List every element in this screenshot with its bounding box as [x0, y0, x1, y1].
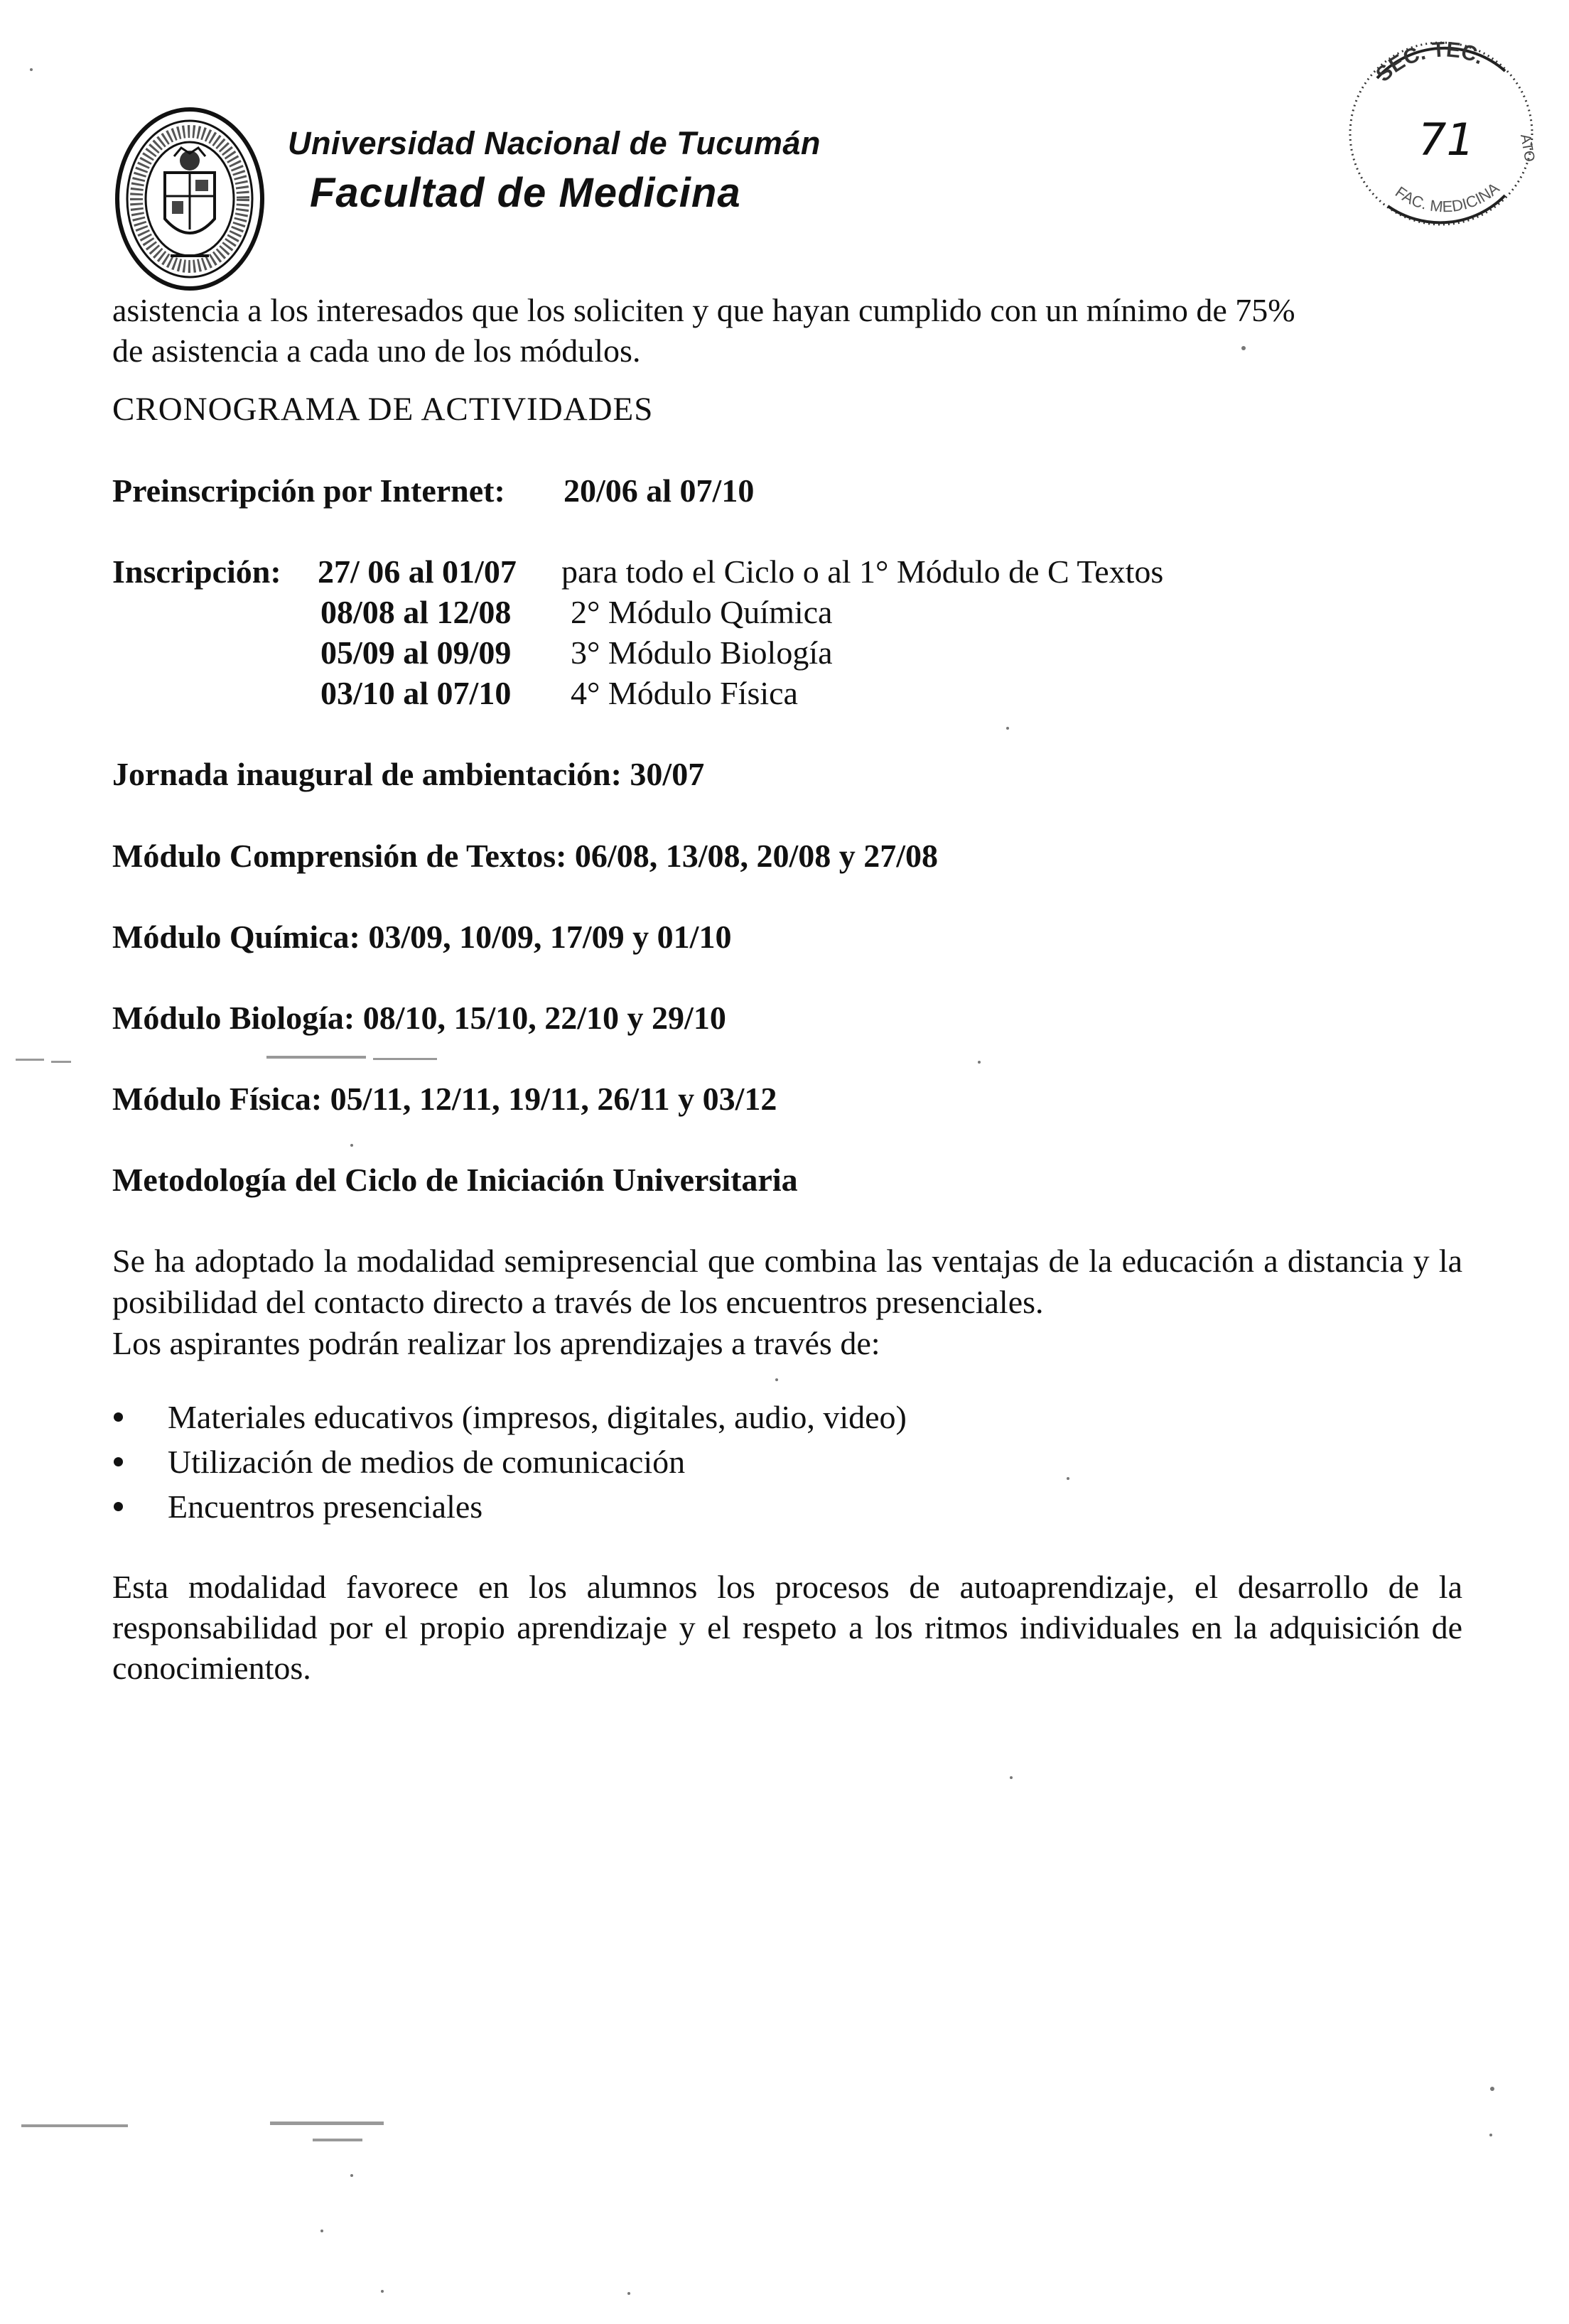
stamp-handwritten-number: 71: [1418, 114, 1474, 166]
bullet-list: [112, 1395, 907, 1529]
modulo-quimica: Módulo Química: 03/09, 10/09, 17/09 y 01/10: [112, 919, 732, 955]
preinscripcion-dates: 20/06 al 07/10: [564, 472, 755, 509]
intro-line-2: de asistencia a cada uno de los módulos.: [112, 333, 641, 369]
intro-line-1: asistencia a los interesados que los soliciten y que hayan cumplido con un mínimo de 75%: [112, 292, 1295, 328]
stamp-top-text: SEC. TEC.: [1371, 38, 1488, 87]
metodologia-heading: Metodología del Ciclo de Iniciación Universitaria: [112, 1162, 798, 1198]
inscripcion-row-desc: 3° Módulo Biología: [571, 634, 833, 671]
metodologia-paragraph-2: Esta modalidad favorece en los alumnos los procesos de autoaprendizaje, el desarrollo de la responsabilidad por el propio aprendizaje y el respeto a los ritmos individuales en la adquisición de conocimientos.: [112, 1569, 1462, 1686]
bullet-icon: [114, 1457, 123, 1466]
preinscripcion-label: Preinscripción por Internet:: [112, 472, 505, 509]
svg-text:SEC. TEC.: [1371, 38, 1487, 86]
stamp-side-text: ATO: [1517, 133, 1538, 163]
inscripcion-label: Inscripción:: [112, 553, 281, 590]
office-stamp: [1335, 28, 1548, 234]
inscripcion-row-desc: 4° Módulo Física: [571, 675, 798, 711]
stamp-bottom-text: FAC. MEDICINA: [1391, 179, 1503, 216]
metodologia-paragraph-1-line-3: Los aspirantes podrán realizar los aprendizajes a través de:: [112, 1325, 880, 1361]
inscripcion-row-dates: 03/10 al 07/10: [320, 675, 512, 711]
list-item: Encuentros presenciales: [112, 1484, 907, 1529]
faculty-name: Facultad de Medicina: [310, 170, 741, 216]
list-item: Utilización de medios de comunicación: [112, 1439, 907, 1484]
inscripcion-row-dates: 05/09 al 09/09: [320, 634, 512, 671]
university-name: Universidad Nacional de Tucumán: [288, 125, 821, 161]
list-item: Materiales educativos (impresos, digitales, audio, video): [112, 1395, 907, 1439]
inscripcion-row-dates: 27/ 06 al 01/07: [318, 553, 517, 590]
inscripcion-row-desc: para todo el Ciclo o al 1° Módulo de C Textos: [561, 553, 1164, 590]
inscripcion-row-dates: 08/08 al 12/08: [320, 594, 512, 630]
inscripcion-row-desc: 2° Módulo Química: [571, 594, 833, 630]
modulo-biologia: Módulo Biología: 08/10, 15/10, 22/10 y 29/10: [112, 1000, 726, 1036]
metodologia-paragraph-1: Se ha adoptado la modalidad semipresencial que combina las ventajas de la educación a distancia y la posibilidad del contacto directo a través de los encuentros presenciales.: [112, 1243, 1462, 1320]
jornada-inaugural: Jornada inaugural de ambientación: 30/07: [112, 756, 705, 792]
bullet-icon: [114, 1412, 123, 1422]
university-seal-logo: [114, 105, 266, 293]
bullet-icon: [114, 1502, 123, 1511]
modulo-fisica: Módulo Física: 05/11, 12/11, 19/11, 26/11 y 03/12: [112, 1081, 777, 1117]
cronograma-heading: CRONOGRAMA DE ACTIVIDADES: [112, 391, 654, 428]
modulo-textos: Módulo Comprensión de Textos: 06/08, 13/08, 20/08 y 27/08: [112, 838, 939, 874]
